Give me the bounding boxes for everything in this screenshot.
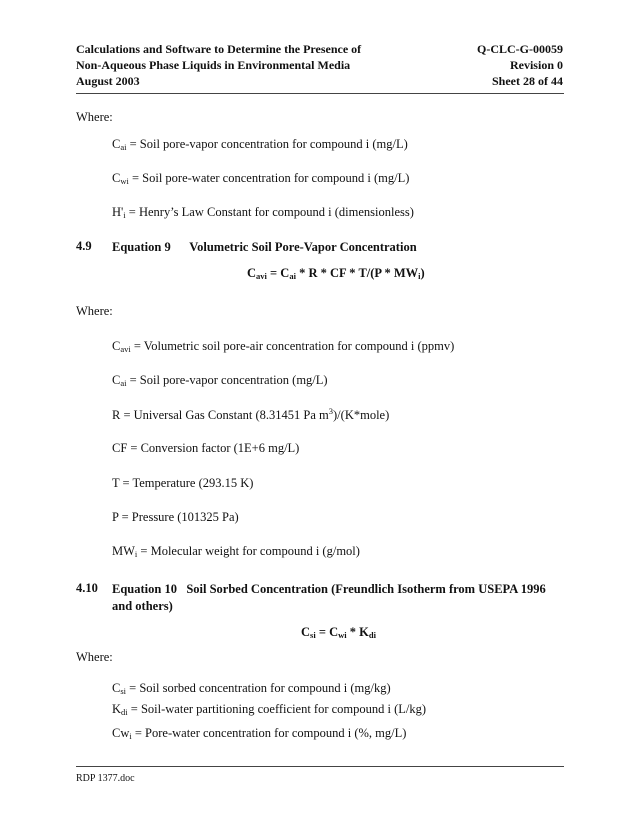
- subscript: di: [121, 707, 128, 717]
- def-henry: [112, 205, 414, 220]
- symbol: C: [112, 373, 121, 387]
- header-left: [76, 41, 361, 89]
- def-t: T = Temperature (293.15 K): [112, 476, 254, 490]
- def-cf: CF = Conversion factor (1E+6 mg/L): [112, 441, 300, 455]
- eq-term: * K: [346, 625, 369, 639]
- definition-text: = Soil pore-water concentration for compound i (mg/L): [128, 171, 410, 185]
- symbol: Cw: [112, 726, 130, 740]
- section-4-10-number: 4.10: [76, 581, 98, 595]
- symbol: H': [112, 205, 124, 219]
- subscript: wi: [120, 176, 129, 186]
- eq-sub: avi: [256, 271, 267, 281]
- footer-rule: [76, 766, 564, 767]
- definition-text: = Soil-water partitioning coefficient for compound i (L/kg): [127, 702, 427, 716]
- symbol: K: [112, 702, 122, 716]
- section-4-10-title-line2: and others): [112, 599, 173, 613]
- def-p: P = Pressure (101325 Pa): [112, 510, 239, 524]
- eq-sub: i: [418, 271, 421, 281]
- def-kdi: [112, 702, 426, 717]
- header-right: [477, 41, 563, 89]
- header-title-line2: Non-Aqueous Phase Liquids in Environmental Media: [76, 58, 351, 72]
- header-sheet: Sheet 28 of 44: [492, 74, 563, 88]
- subscript: si: [120, 686, 127, 696]
- header-date: August 2003: [76, 74, 140, 88]
- where-label-1: Where:: [76, 110, 113, 124]
- eq-sub: si: [310, 630, 316, 640]
- def-cai-2: [112, 373, 328, 388]
- def-cai: [112, 137, 408, 152]
- superscript: 3: [328, 406, 334, 416]
- header-title-line1: Calculations and Software to Determine the Presence of: [76, 42, 362, 56]
- definition-text: = Soil pore-vapor concentration (mg/L): [126, 373, 328, 387]
- eq-term: = C: [266, 266, 290, 280]
- symbol: C: [112, 339, 121, 353]
- def-csi: [112, 681, 391, 696]
- symbol: C: [112, 137, 121, 151]
- definition-text: = Soil pore-vapor concentration for compound i (mg/L): [126, 137, 408, 151]
- header-revision: Revision 0: [509, 58, 563, 72]
- section-4-9-title: Equation 9 Volumetric Soil Pore-Vapor Concentration: [112, 240, 417, 254]
- eq-term: C: [247, 266, 257, 280]
- eq-term: ): [420, 266, 425, 280]
- eq-sub: di: [368, 630, 376, 640]
- eq-term: = C: [315, 625, 339, 639]
- def-cwi-2: [112, 726, 406, 741]
- equation-10: [301, 625, 376, 640]
- eq-sub: ai: [289, 271, 296, 281]
- definition-text: )/(K*mole): [333, 408, 390, 422]
- equation-9: [247, 266, 425, 281]
- eq-sub: wi: [338, 630, 347, 640]
- def-cwi: [112, 171, 409, 186]
- header-doc-id: Q-CLC-G-00059: [477, 42, 563, 56]
- section-4-10-title: [112, 581, 546, 615]
- definition-text: = Henry’s Law Constant for compound i (dimensionless): [125, 205, 414, 219]
- where-label-2: Where:: [76, 304, 113, 318]
- def-r: [112, 408, 389, 423]
- eq-term: C: [301, 625, 311, 639]
- def-cavi: [112, 339, 454, 354]
- definition-text: = Volumetric soil pore-air concentration for compound i (ppmv): [130, 339, 455, 353]
- header-rule: [76, 93, 564, 94]
- subscript: avi: [120, 344, 131, 354]
- footer-doc-name: RDP 1377.doc: [76, 773, 135, 784]
- subscript: ai: [120, 142, 127, 152]
- subscript: i: [123, 210, 126, 220]
- subscript: i: [129, 731, 132, 741]
- definition-text: = Pore-water concentration for compound i (%, mg/L): [131, 726, 407, 740]
- symbol: C: [112, 681, 121, 695]
- eq-term: * R * CF * T/(P * MW: [295, 266, 419, 280]
- subscript: ai: [120, 378, 127, 388]
- def-mw: [112, 544, 360, 559]
- definition-text: R = Universal Gas Constant (8.31451 Pa m: [112, 408, 329, 422]
- subscript: i: [134, 549, 138, 559]
- definition-text: = Soil sorbed concentration for compound i (mg/kg): [126, 681, 391, 695]
- where-label-3: Where:: [76, 650, 113, 664]
- section-4-10-title-line1: Equation 10 Soil Sorbed Concentration (Freundlich Isotherm from USEPA 1996: [112, 582, 546, 596]
- definition-text: = Molecular weight for compound i (g/mol): [137, 544, 360, 558]
- section-4-9-number: 4.9: [76, 239, 92, 253]
- symbol: MW: [112, 544, 135, 558]
- symbol: C: [112, 171, 121, 185]
